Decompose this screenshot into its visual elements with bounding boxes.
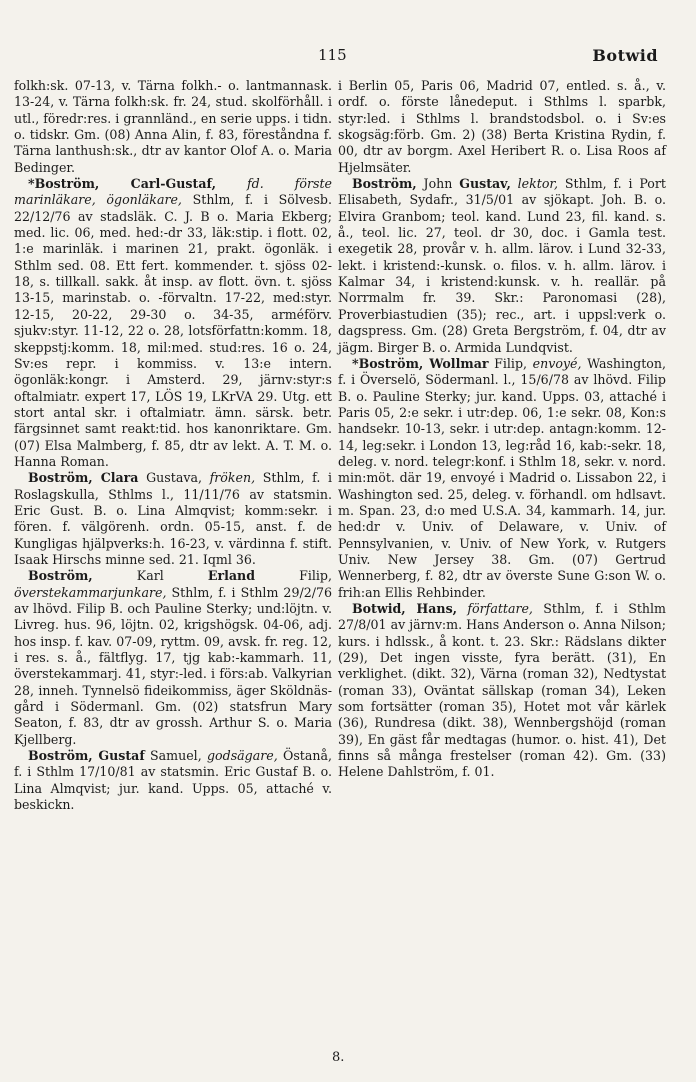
- entry-name: Boström, Wollmar: [358, 355, 489, 371]
- deceased-mark: *: [352, 355, 359, 371]
- page-number: 115: [318, 46, 347, 64]
- entry-text: Sthlm, f. i Sthlm 29/2/76 av lhövd. Filip B. och Pauline Sterky; und:löjtn. v. Livreg. hus. 96, löjtn. 02, krigshögsk. 04-06, adj. hos insp. f. kav. 07-09, ryttm. 09, avsk. fr. reg. 12, i res. s. å., fältflyg. 17, tjg kab:-kammarh. 11, överstekammarj. 41, styr:-led. i förs:ab. Valkyrian 28, inneh. Tynnelsö fideikommiss, äger Sköldnäs-gård i Södermanl. Gm. (02) statsfrun Mary Seaton, f. 83, dtr av grossh. Arthur S. o. Maria Kjellberg.: [14, 584, 332, 747]
- continued-entry: [14, 78, 332, 176]
- biography-entry: [338, 601, 666, 781]
- right-column: [338, 78, 666, 781]
- entry-given-names: John: [423, 176, 453, 192]
- entry-name: Boström,: [28, 568, 93, 584]
- biography-entry: [14, 470, 332, 568]
- entry-given-names: Filip,: [299, 568, 332, 584]
- deceased-mark: *: [28, 176, 35, 192]
- entry-given-names: Karl: [136, 568, 164, 584]
- entry-name: Boström, Clara: [28, 470, 139, 486]
- entry-text: Sthlm, f. i Roslagskulla, Sthlms l., 11/11/76 av statsmin. Eric Gust. B. o. Lina Almqvist; komm:sekr. i fören. f. välgörenh. ordn. 05-15, anst. f. de Kungligas hjälpverks:h. 16-23, v. värdinna f. stift. Isaak Hirschs minne sed. 21. Iqml 36.: [14, 470, 332, 567]
- entry-text: Sthlm, f. i Sthlm 27/8/01 av järnv:m. Hans Anderson o. Anna Nilson; kurs. i hdlssk., å kont. t. 23. Skr.: Rädslans dikter (29), Det ingen visste, fyra berätt. (31), En verklighet. (dikt. 32), Värna (roman 32), Nedtystat (roman 33), Oväntat sällskap (roman 34), Leken som fortsätter (roman 35), Hotet mot vår kärlek (36), Rundresa (dikt. 38), Wennbergshöjd (roman 39), En gäst får medtagas (humor. o. hist. 41), Det finns så många frestelser (roman 42). Gm. (33) Helene Dahlström, f. 01.: [338, 601, 666, 780]
- entry-text: folkh:sk. 07-13, v. Tärna folkh.- o. lantmannask. 13-24, v. Tärna folkh:sk. fr. 24, stud. skolförhåll. i utl., föredr:res. i grannländ., en serie upps. i tidn. o. tidskr. Gm. (08) Anna Alin, f. 83, föreståndna f. Tärna lanthush:sk., dtr av kantor Olof A. o. Maria Bedinger.: [14, 78, 332, 175]
- entry-text: i Berlin 05, Paris 06, Madrid 07, entled. s. å., v. ordf. o. förste lånedeput. i Sthlms l. sparbk, styr:led. i Sthlms l. brandstodsbol. o. i Sv:es skogsäg:förb. Gm. 2) (38) Berta Kristina Rydin, f. 00, dtr av borgm. Axel Heribert R. o. Lisa Roos af Hjelmsäter.: [338, 78, 666, 175]
- biography-entry: [14, 748, 332, 813]
- left-column: [14, 78, 332, 813]
- signature-mark: 8.: [332, 1050, 345, 1065]
- biography-entry: [14, 176, 332, 470]
- entry-text: Washington, f. i Överselö, Södermanl. l., 15/6/78 av lhövd. Filip B. o. Pauline Sterky; jur. kand. Upps. 03, attaché i Paris 05, 2:e sekr. i utr:dep. 06, 1:e sekr. 08, Kon:s handsekr. 10-13, sekr. i utr:dep. antagn:komm. 12-14, leg:sekr. i London 13, leg:råd 16, kab:-sekr. 18, deleg. v. nord. telegr:konf. i Sthlm 18, sekr. v. nord. min:möt. där 19, envoyé i Madrid o. Lissabon 22, i Washington sed. 25, deleg. v. förhandl. om hdlsavt. m. Span. 23, d:o med U.S.A. 34, kammarh. 14, jur. hed:dr v. Univ. of Delaware, v. Univ. of Pennsylvanien, v. Univ. of New York, v. Rutgers Univ. New Jersey 38. Gm. (07) Gertrud Wennerberg, f. 82, dtr av överste Sune G:son W. o. frih:an Ellis Rehbinder.: [338, 355, 666, 600]
- page-header: [0, 46, 696, 70]
- entry-title: överstekammarjunkare,: [14, 584, 167, 600]
- entry-text: Östanå, f. i Sthlm 17/10/81 av statsmin. Eric Gustaf B. o. Lina Almqvist; jur. kand. Upps. 05, attaché v. beskickn.: [14, 748, 332, 813]
- entry-name: Botwid, Hans,: [352, 601, 458, 616]
- entry-title: lektor,: [517, 176, 559, 192]
- entry-given-names: Gustava,: [146, 470, 202, 486]
- biography-entry: [338, 356, 666, 601]
- entry-name: Boström, Gustaf: [28, 748, 145, 764]
- entry-title: författare,: [467, 601, 533, 616]
- biography-entry: [14, 568, 332, 748]
- entry-name-bold: Gustav,: [459, 176, 511, 192]
- entry-text: Sthlm, f. i Port Elisabeth, Sydafr., 31/5/01 av sjökapt. Joh. B. o. Elvira Granbom; teol. kand. Lund 23, fil. kand. s. å., teol. lic. 27, teol. dr 30, doc. i Gamla test. exegetik 28, provår v. h. allm. lärov. i Lund 32-33, lekt. i kristend:-kunsk. o. filos. v. h. allm. lärov. i Kalmar 34, i kristend:kunsk. v. h. reallär. på Norrmalm fr. 39. Skr.: Paronomasi (28), Proverbiastudien (35); rec., art. i uppsl:verk o. dagspress. Gm. (28) Greta Bergström, f. 04, dtr av jägm. Birger B. o. Armida Lundqvist.: [338, 176, 666, 355]
- running-head: Botwid: [592, 46, 658, 65]
- entry-name-bold: Erland: [207, 568, 255, 584]
- entry-given-names: Samuel,: [150, 748, 202, 764]
- entry-title: godsägare,: [207, 748, 278, 764]
- biography-entry: [338, 176, 666, 356]
- entry-given-names: Filip,: [494, 355, 528, 371]
- entry-name: Boström, Carl-Gustaf,: [34, 176, 217, 192]
- continued-entry: [338, 78, 666, 176]
- entry-text: Sthlm, f. i Sölvesb. 22/12/76 av stadsläk. C. J. B o. Maria Ekberg; med. lic. 06, med. hed:-dr 33, läk:stip. i flott. 02, 1:e marinläk. i marinen 21, prakt. ögonläk. i Sthlm sed. 08. Ett fert. kommender. t. sjöss 02-18, s. tillkall. sakk. åt insp. av flott. övn. t. sjöss 13-15, marinstab. o. -förvaltn. 17-22, med:styr. 12-15, 20-22, 29-30 o. 34-35, arméförv. sjukv:styr. 11-12, 22 o. 28, lotsförfattn:komm. 18, skeppstj:komm. 18, mil:med. stud:res. 16 o. 24, Sv:es repr. i kommiss. v. 13:e intern. ögonläk:kongr. i Amsterd. 29, järnv:styr:s oftalmiatr. expert 17, LÖS 19, LKrVA 29. Utg. ett stort antal skr. i oftalmiatr. ämn. särsk. betr. färgsinnet samt reakt:tid. hos kanonriktare. Gm. (07) Elsa Malmberg, f. 85, dtr av lekt. A. T. M. o. Hanna Roman.: [14, 192, 332, 469]
- entry-title: fd. förste marinläkare, ögonläkare,: [14, 176, 332, 208]
- entry-title: envoyé,: [532, 355, 582, 371]
- entry-name: Boström,: [352, 176, 417, 192]
- entry-title: fröken,: [209, 470, 256, 486]
